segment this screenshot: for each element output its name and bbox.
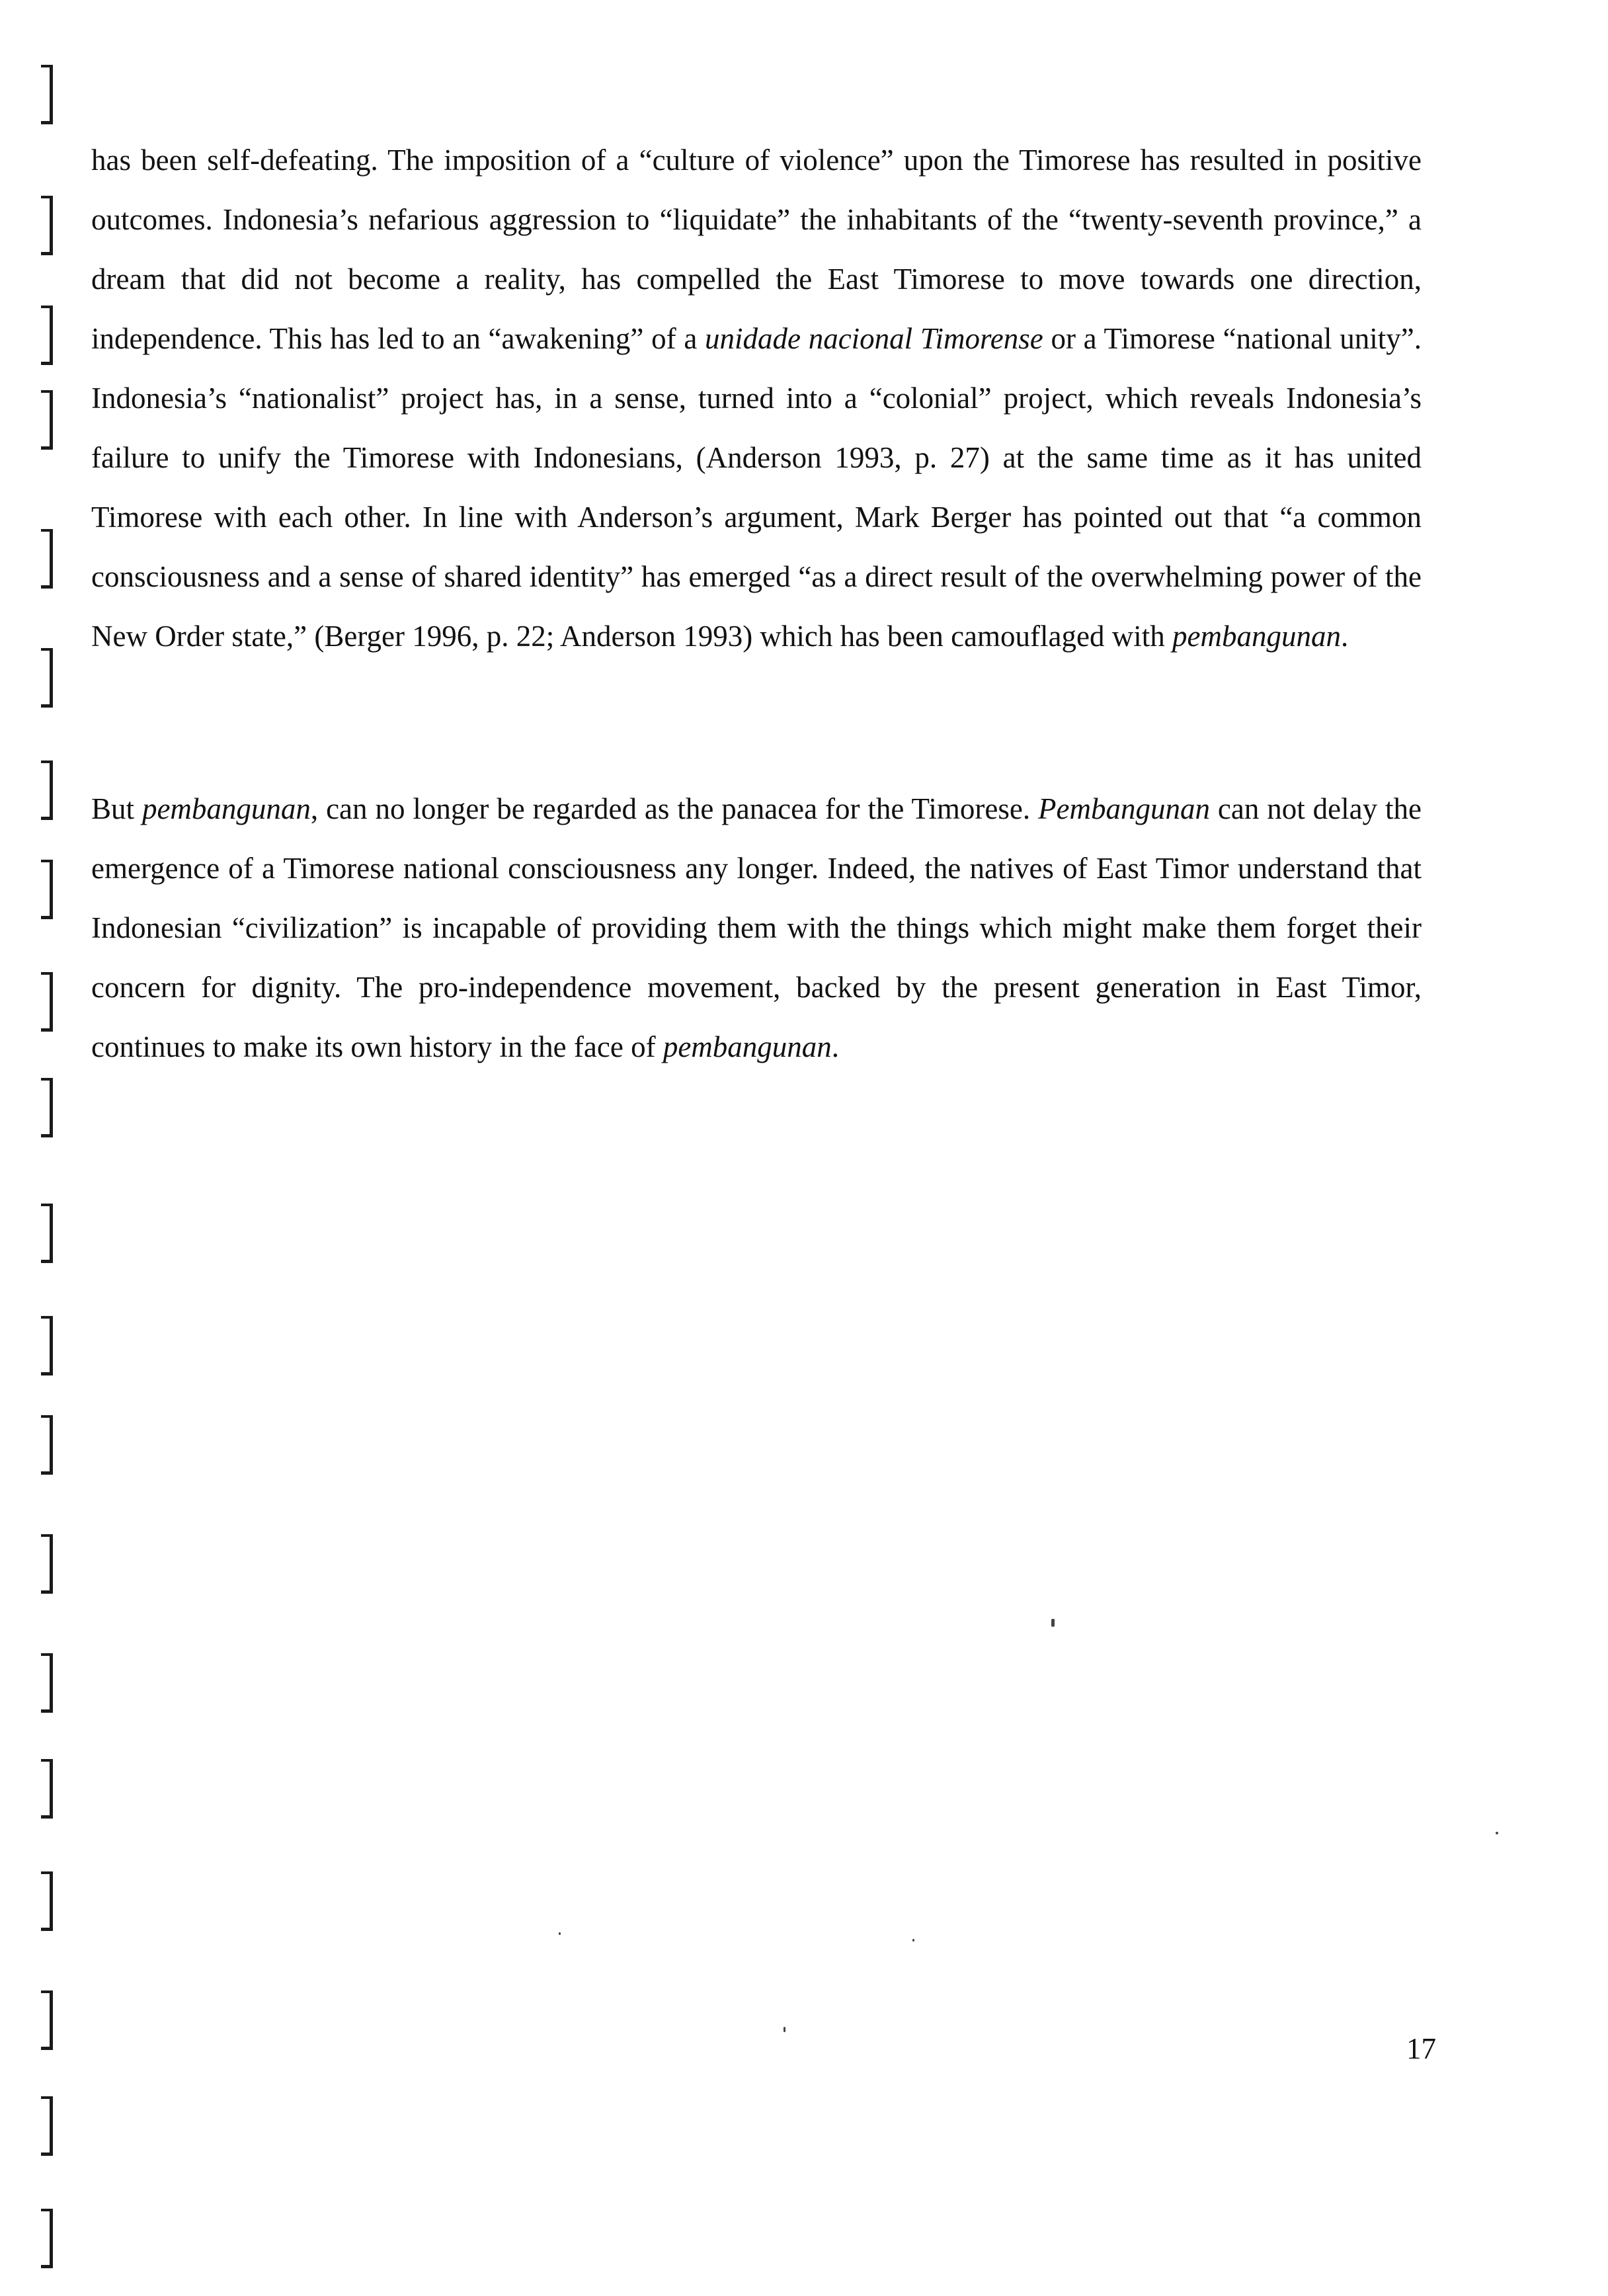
binding-bracket [38,1078,57,1137]
italic-term: pembangunan [663,1030,832,1063]
text-segment: can not delay the emergence of a Timorese national consciousness any longer. Indeed, the natives of East Timor understand that Indonesian “civilization” is incapable of providing them with the things which might make them forget their concern for dignity. The pro-independence movement, backed by the present generation in East Timor, continues to make its own history in the face of [91,792,1422,1063]
binding-bracket [38,196,57,255]
paragraph-text [91,130,1422,666]
binding-bracket [38,306,57,365]
scan-speck [784,2027,785,2032]
binding-bracket [38,1204,57,1263]
text-segment: has been self-defeating. The imposition of a “culture of violence” upon the Timorese has resulted in positive outcomes. Indonesia’s nefarious aggression to “liquidate” the inhabitants of the “twenty-seventh province,” a dream that did not become a reality, has compelled the East Timorese to move towards one direction, independence. This has led to an “awakening” of a [91,144,1422,355]
binding-bracket [38,1871,57,1931]
binding-bracket [38,2096,57,2156]
binding-bracket [38,648,57,708]
page-number: 17 [1406,2032,1436,2065]
scan-speck [1051,1619,1055,1627]
scan-speck [912,1939,914,1942]
binding-bracket [38,860,57,919]
binding-bracket [38,1316,57,1375]
italic-term: unidade nacional Timorense [705,322,1043,355]
binding-bracket [38,972,57,1032]
binding-bracket [38,760,57,820]
binding-bracket [38,1415,57,1475]
paragraph-2 [91,779,1422,1077]
scan-speck [1496,1832,1498,1834]
binding-bracket [38,1759,57,1819]
binding-bracket [38,1653,57,1713]
text-segment: , can no longer be regarded as the panacea for the Timorese. [310,792,1038,825]
scan-speck [559,1932,561,1935]
binding-bracket [38,1990,57,2050]
italic-term: Pembangunan [1037,792,1210,825]
binding-bracket [38,390,57,450]
text-segment: or a Timorese “national unity”. Indonesia’s “nationalist” project has, in a sense, turned into a “colonial” project, which reveals Indonesia’s failure to unify the Timorese with Indonesians, (Anderson 1993, p. 27) at the same time as it has united Timorese with each other. In line with Anderson’s argument, Mark Berger has pointed out that “a common consciousness and a sense of shared identity” has emerged “as a direct result of the overwhelming power of the New Order state,” (Berger 1996, p. 22; Anderson 1993) which has been camouflaged with [91,322,1422,653]
italic-term: pembangunan [1172,620,1341,653]
italic-term: pembangunan [141,792,311,825]
text-segment: . [1340,620,1349,653]
binding-bracket [38,2209,57,2268]
binding-bracket [38,1534,57,1594]
binding-marks [0,0,66,2296]
paragraph-text [91,779,1422,1077]
text-segment: . [831,1030,840,1063]
paragraph-1 [91,130,1422,666]
binding-bracket [38,65,57,124]
text-segment: But [91,792,142,825]
binding-bracket [38,529,57,589]
